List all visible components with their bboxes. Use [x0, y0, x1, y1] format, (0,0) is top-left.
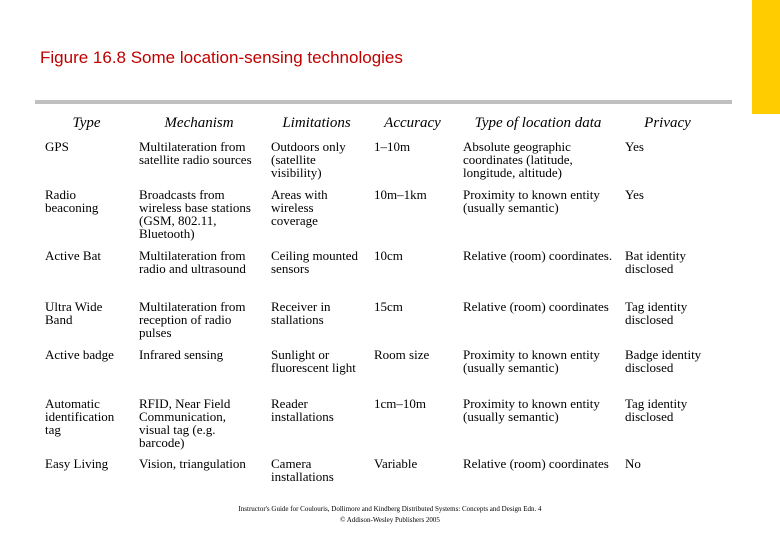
table-header-row [40, 106, 716, 140]
cell-mechanism: Multilateration from satellite radio sources [139, 139, 252, 167]
cell-privacy: No [625, 456, 641, 471]
cell-mechanism: RFID, Near Field Communication, visual tag (e.g. barcode) [139, 396, 231, 450]
table-row [40, 249, 716, 300]
cell-limitations: Receiver in stallations [271, 299, 331, 327]
cell-type: Active badge [45, 347, 114, 362]
cell-privacy: Yes [625, 139, 644, 154]
cell-accuracy: 10m–1km [374, 187, 427, 202]
cell-mechanism: Multilateration from radio and ultrasound [139, 248, 246, 276]
header-location-data: Type of location data [474, 114, 602, 131]
accent-bar [752, 0, 780, 114]
cell-type: Easy Living [45, 456, 109, 471]
cell-type: GPS [45, 139, 69, 154]
cell-location-data: Relative (room) coordinates. [463, 248, 613, 263]
cell-privacy: Badge identity disclosed [625, 347, 702, 375]
cell-privacy: Tag identity disclosed [625, 396, 688, 424]
table-row [40, 348, 716, 397]
location-technologies-table [40, 106, 716, 489]
cell-privacy: Tag identity disclosed [625, 299, 688, 327]
table-row [40, 300, 716, 348]
cell-limitations: Sunlight or fluorescent light [271, 347, 356, 375]
cell-limitations: Reader installations [271, 396, 334, 424]
cell-location-data: Proximity to known entity (usually semantic) [463, 396, 600, 424]
cell-accuracy: Room size [374, 347, 430, 362]
cell-mechanism: Infrared sensing [139, 347, 224, 362]
cell-limitations: Areas with wireless coverage [271, 187, 328, 228]
cell-mechanism: Broadcasts from wireless base stations (GSM, 802.11, Bluetooth) [139, 187, 251, 241]
cell-mechanism: Vision, triangulation [139, 456, 246, 471]
cell-location-data: Absolute geographic coordinates (latitude, longitude, altitude) [463, 139, 573, 180]
cell-accuracy: 15cm [374, 299, 403, 314]
cell-privacy: Yes [625, 187, 644, 202]
cell-type: Active Bat [45, 248, 101, 263]
page-title: Figure 16.8 Some location-sensing technologies [40, 48, 403, 67]
header-mechanism: Mechanism [164, 114, 234, 131]
table-row [40, 140, 716, 188]
table-row [40, 397, 716, 457]
header-limitations: Limitations [282, 114, 351, 131]
cell-type: Automatic identification tag [45, 396, 115, 437]
footer-credit: Instructor's Guide for Coulouris, Dollimore and Kindberg Distributed Systems: Concepts and Design Edn. 4 [238, 505, 542, 513]
cell-accuracy: Variable [374, 456, 418, 471]
cell-type: Ultra Wide Band [45, 299, 103, 327]
header-rule [35, 100, 732, 104]
cell-limitations: Outdoors only (satellite visibility) [271, 139, 346, 180]
cell-location-data: Relative (room) coordinates [463, 456, 609, 471]
cell-accuracy: 1cm–10m [374, 396, 426, 411]
cell-accuracy: 1–10m [374, 139, 411, 154]
header-type: Type [72, 114, 101, 131]
cell-limitations: Camera installations [271, 456, 334, 484]
cell-type: Radio beaconing [45, 187, 99, 215]
cell-mechanism: Multilateration from reception of radio pulses [139, 299, 246, 340]
header-accuracy: Accuracy [384, 114, 441, 131]
table-row [40, 457, 716, 489]
table-row [40, 188, 716, 249]
cell-location-data: Proximity to known entity (usually semantic) [463, 347, 600, 375]
footer-copyright: © Addison-Wesley Publishers 2005 [340, 516, 440, 524]
cell-location-data: Proximity to known entity (usually semantic) [463, 187, 600, 215]
cell-location-data: Relative (room) coordinates [463, 299, 609, 314]
cell-accuracy: 10cm [374, 248, 403, 263]
cell-privacy: Bat identity disclosed [625, 248, 687, 276]
header-privacy: Privacy [644, 114, 691, 131]
cell-limitations: Ceiling mounted sensors [271, 248, 359, 276]
